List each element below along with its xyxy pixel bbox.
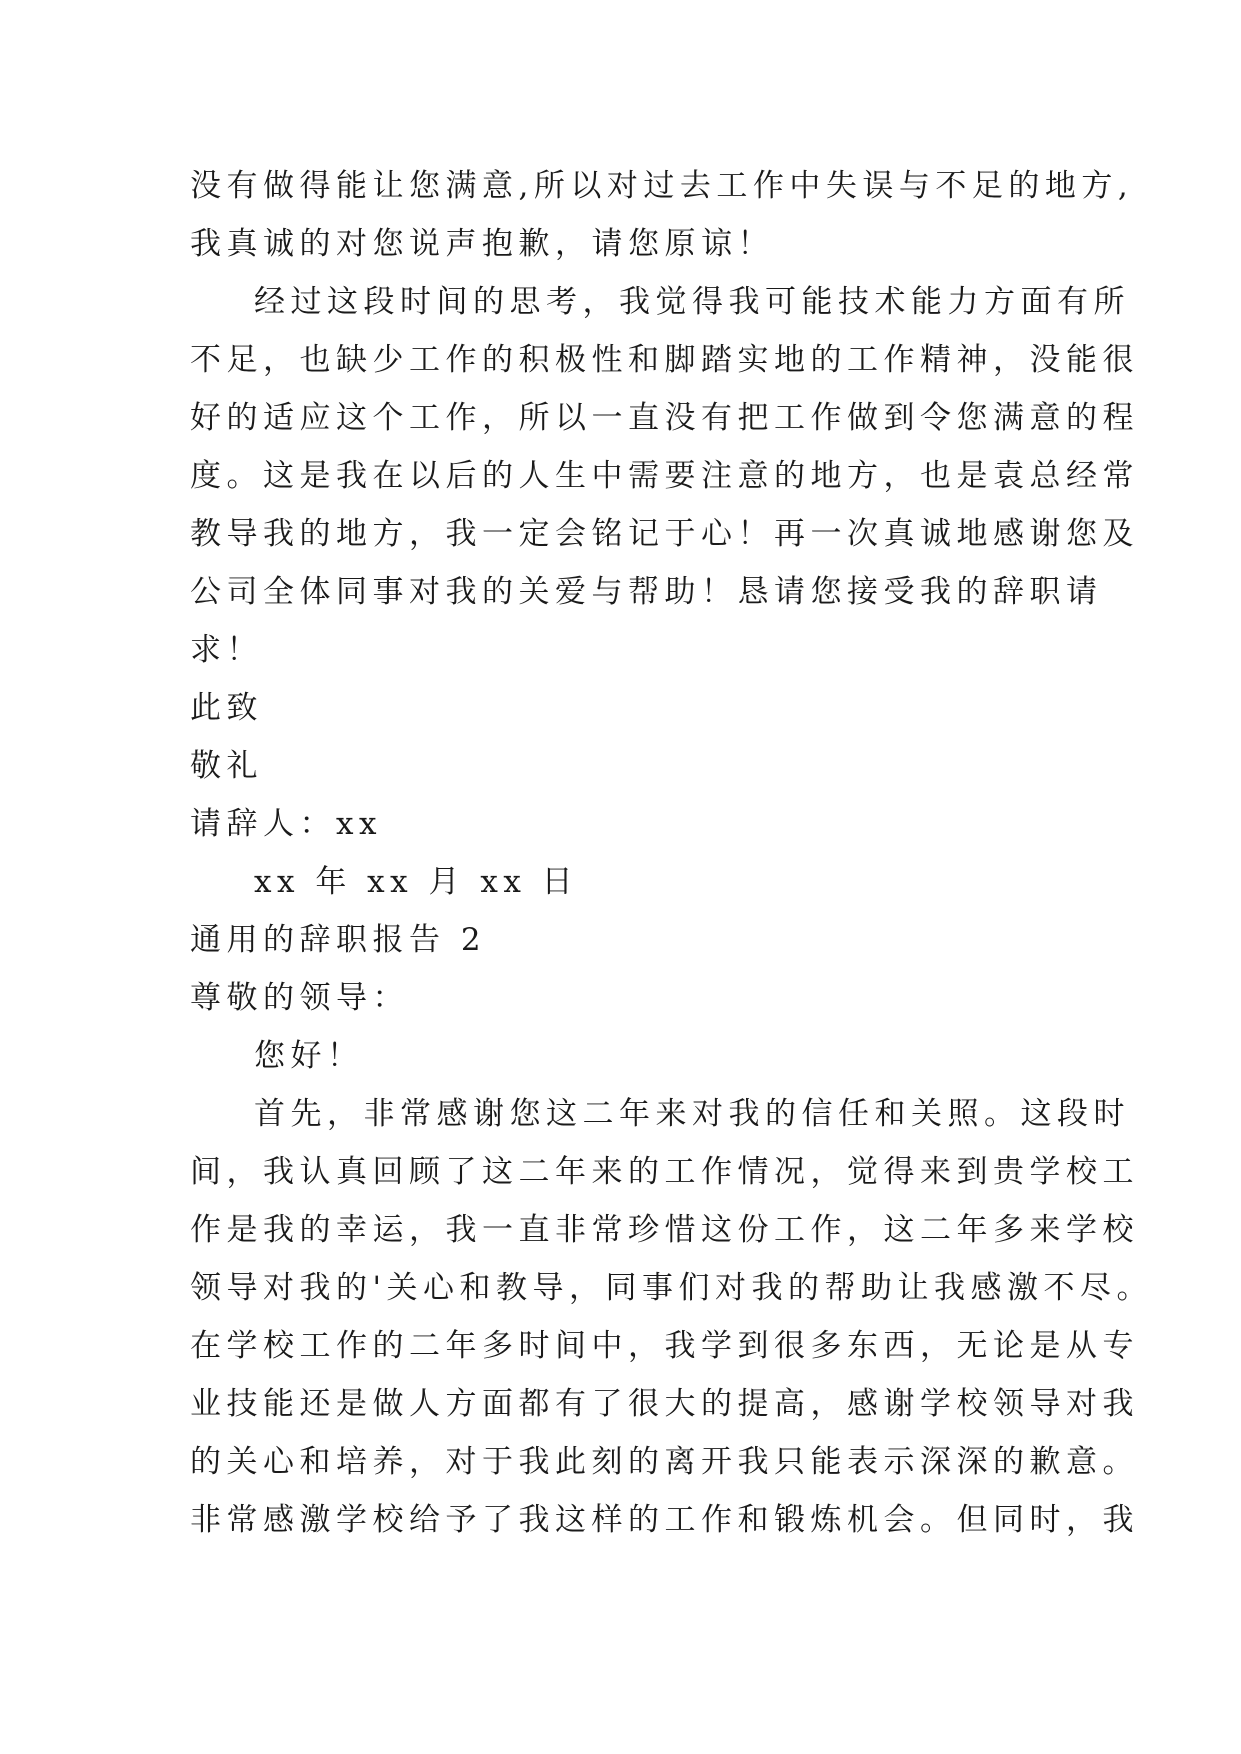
paragraph-line: 的关心和培养，对于我此刻的离开我只能表示深深的歉意。 [190, 1444, 1139, 1480]
paragraph-line: 作是我的幸运，我一直非常珍惜这份工作，这二年多来学校 [190, 1212, 1139, 1248]
salutation-closing: 敬礼 [190, 748, 263, 784]
paragraph-line: 间，我认真回顾了这二年来的工作情况，觉得来到贵学校工 [190, 1154, 1139, 1190]
paragraph-line: 度。这是我在以后的人生中需要注意的地方，也是袁总经常 [190, 458, 1139, 494]
paragraph-line: 经过这段时间的思考，我觉得我可能技术能力方面有所 [254, 284, 1130, 320]
greeting-addressee: 尊敬的领导： [190, 980, 409, 1016]
section-title: 通用的辞职报告 2 [190, 922, 487, 958]
closing-phrase: 此致 [190, 690, 263, 726]
paragraph-line: 没有做得能让您满意,所以对过去工作中失误与不足的地方, [190, 168, 1134, 204]
paragraph-line: 好的适应这个工作，所以一直没有把工作做到令您满意的程 [190, 400, 1139, 436]
paragraph-line: 公司全体同事对我的关爱与帮助！恳请您接受我的辞职请 [190, 574, 1103, 610]
paragraph-line: 我真诚的对您说声抱歉，请您原谅！ [190, 226, 774, 262]
paragraph-line: 教导我的地方，我一定会铭记于心！再一次真诚地感谢您及 [190, 516, 1139, 552]
paragraph-line: 非常感激学校给予了我这样的工作和锻炼机会。但同时，我 [190, 1502, 1139, 1538]
signature-line: 请辞人：xx [190, 806, 382, 842]
paragraph-line: 求！ [190, 632, 263, 668]
paragraph-line: 首先，非常感谢您这二年来对我的信任和关照。这段时 [254, 1096, 1130, 1132]
greeting: 您好！ [254, 1038, 364, 1074]
paragraph-line: 领导对我的'关心和教导，同事们对我的帮助让我感激不尽。 [190, 1270, 1154, 1306]
paragraph-line: 在学校工作的二年多时间中，我学到很多东西，无论是从专 [190, 1328, 1139, 1364]
paragraph-line: 不足，也缺少工作的积极性和脚踏实地的工作精神，没能很 [190, 342, 1139, 378]
paragraph-line: 业技能还是做人方面都有了很大的提高，感谢学校领导对我 [190, 1386, 1139, 1422]
date-line: xx 年 xx 月 xx 日 [254, 864, 579, 900]
